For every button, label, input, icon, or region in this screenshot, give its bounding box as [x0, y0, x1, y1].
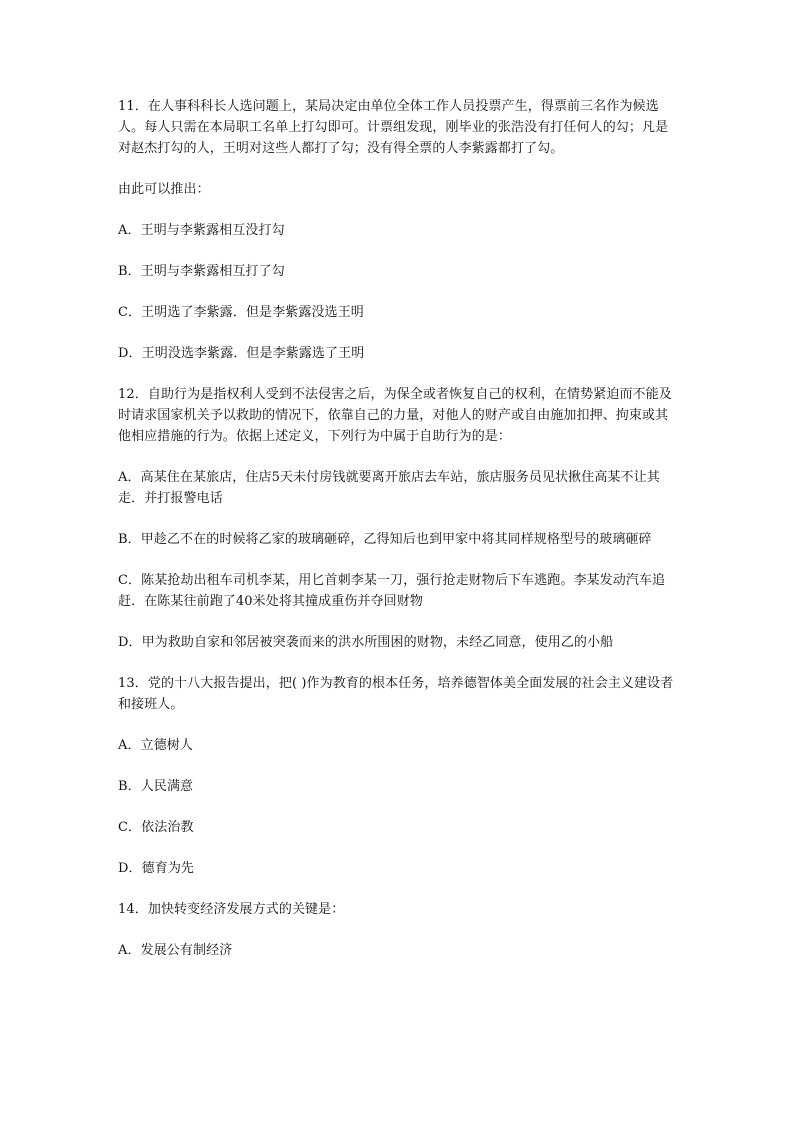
question-12-option-c: C．陈某抢劫出租车司机李某，用匕首刺李某一刀，强行抢走财物后下车逃跑。李某发动汽车追赶．在陈某往前跑了40米处将其撞成重伤并夺回财物	[118, 573, 666, 609]
question-11-prompt: 由此可以推出：	[118, 182, 210, 197]
question-13-option-c: C．依法治教	[118, 820, 194, 835]
question-12-stem: 12．自助行为是指权利人受到不法侵害之后，为保全或者恢复自己的权利，在情势紧迫而不能及时请求国家机关予以救助的情况下，依靠自己的力量，对他人的财产或自由施加扣押、拘束或其他相应措施的行为。依据上述定义，下列行为中属于自助行为的是：	[118, 387, 672, 444]
question-13-option-b: B．人民满意	[118, 779, 194, 794]
question-11-option-b: B．王明与李紫露相互打了勾	[118, 264, 285, 279]
question-12-option-b: B．甲趁乙不在的时候将乙家的玻璃砸碎，乙得知后也到甲家中将其同样规格型号的玻璃砸碎	[118, 532, 652, 547]
document-page	[118, 96, 678, 961]
question-11-option-d: D．王明没选李紫露．但是李紫露选了王明	[118, 346, 365, 361]
question-11-stem: 11．在人事科科长人选问题上，某局决定由单位全体工作人员投票产生，得票前三名作为候选人。每人只需在本局职工名单上打勾即可。计票组发现，刚毕业的张浩没有打任何人的勾；凡是对赵杰打勾的人，王明对这些人都打了勾；没有得全票的人李紫露都打了勾。	[118, 99, 669, 156]
question-13-stem: 13．党的十八大报告提出，把( )作为教育的根本任务，培养德智体美全面发展的社会主义建设者和接班人。	[118, 676, 674, 712]
question-13-option-a: A．立德树人	[118, 738, 193, 753]
question-13-option-d: D．德育为先	[118, 861, 195, 876]
question-12-option-d: D．甲为救助自家和邻居被突袭而来的洪水所围困的财物，未经乙同意，使用乙的小船	[118, 635, 614, 650]
question-14-stem: 14．加快转变经济发展方式的关键是：	[118, 902, 345, 917]
question-11-option-c: C．王明选了李紫露．但是李紫露没选王明	[118, 305, 364, 320]
question-14-option-a: A．发展公有制经济	[118, 943, 233, 958]
question-11-option-a: A．王明与李紫露相互没打勾	[118, 223, 285, 238]
question-12-option-a: A．高某住在某旅店，住店5天未付房钱就要离开旅店去车站，旅店服务员见状揪住高某不让其走．并打报警电话	[118, 470, 660, 506]
